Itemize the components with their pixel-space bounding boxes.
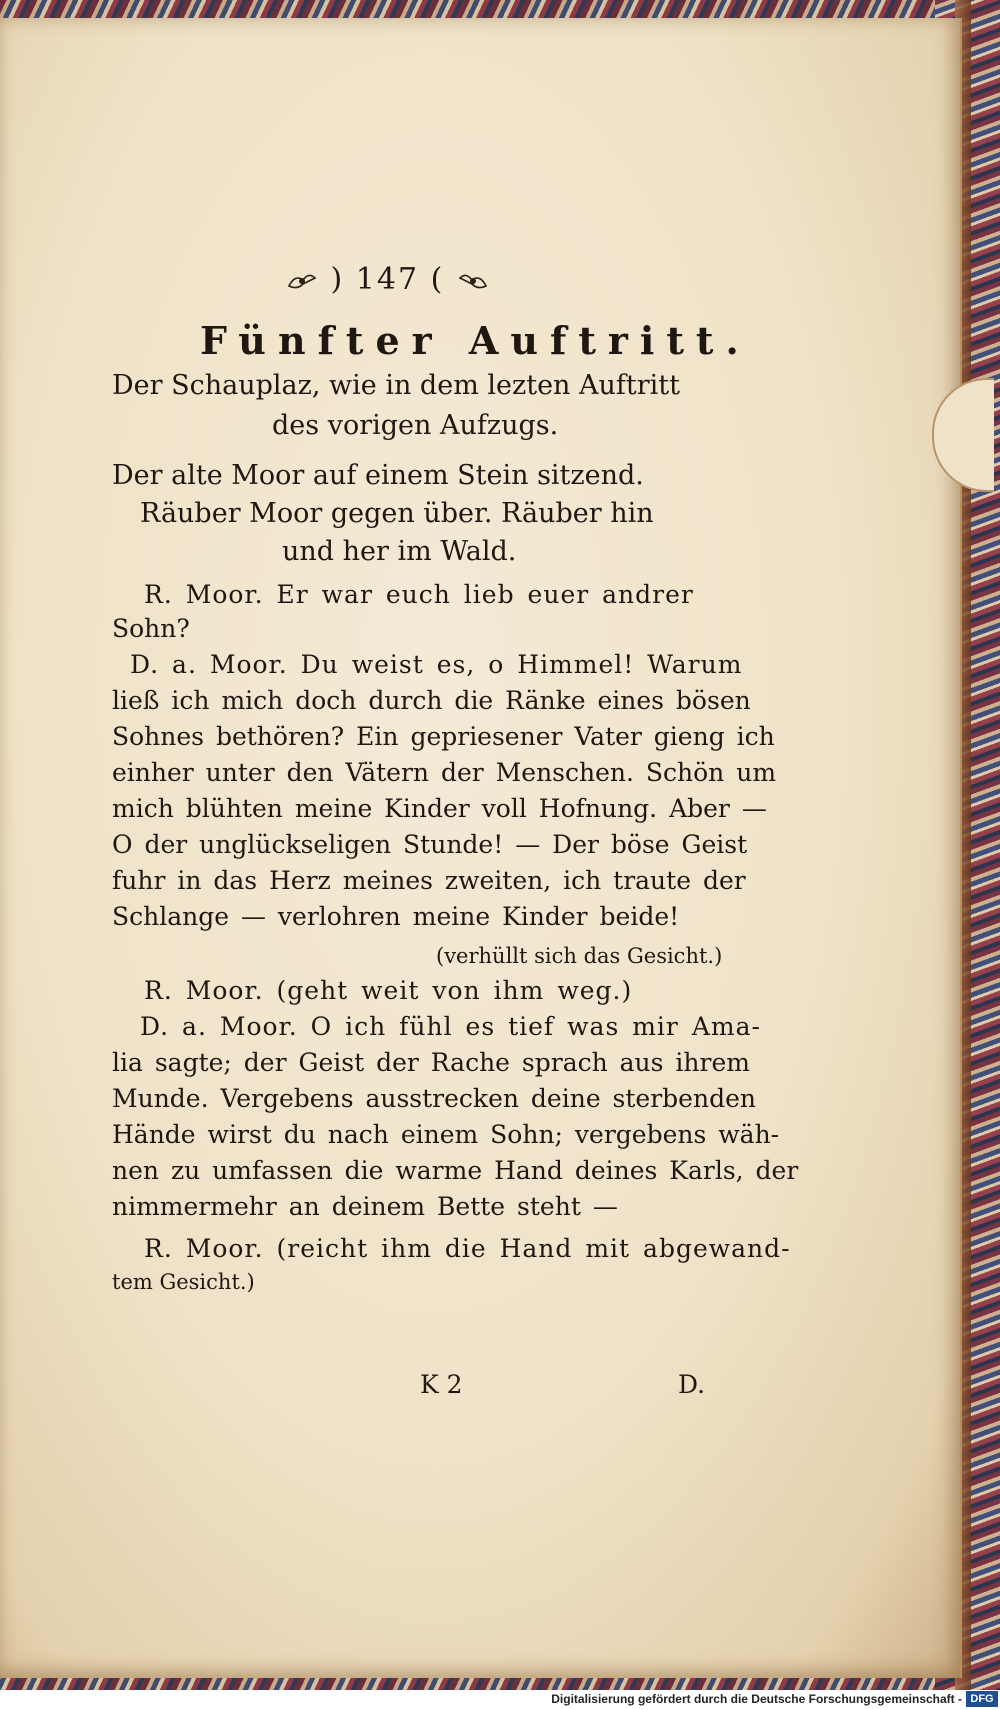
flower-ornament-icon bbox=[285, 270, 319, 292]
setting-line: Der Schauplaz, wie in dem lezten Auftritt bbox=[112, 370, 680, 401]
dfg-logo: DFG bbox=[966, 1691, 998, 1707]
text-line: R. Moor. (reicht ihm die Hand mit abgewand- bbox=[144, 1234, 791, 1263]
text-line: lia sagte; der Geist der Rache sprach aus ihrem bbox=[112, 1048, 750, 1077]
page-header bbox=[285, 262, 490, 297]
text-line: Sohn? bbox=[112, 614, 190, 643]
stage-direction-line: Der alte Moor auf einem Stein sitzend. bbox=[112, 460, 644, 491]
setting-line: des vorigen Aufzugs. bbox=[272, 410, 559, 441]
text-line: einher unter den Vätern der Menschen. Schön um bbox=[112, 758, 777, 787]
text-line: D. a. Moor. O ich fühl es tief was mir Ama- bbox=[140, 1012, 761, 1041]
text-line: fuhr in das Herz meines zweiten, ich traute der bbox=[112, 866, 746, 895]
text-line: mich blühten meine Kinder voll Hofnung. Aber — bbox=[112, 794, 767, 823]
text-line: Munde. Vergebens ausstrecken deine sterbenden bbox=[112, 1084, 756, 1113]
text-line: Hände wirst du nach einem Sohn; vergebens wäh- bbox=[112, 1120, 780, 1149]
credit-text: Digitalisierung gefördert durch die Deutsche Forschungsgemeinschaft - bbox=[551, 1692, 962, 1706]
stage-direction: (verhüllt sich das Gesicht.) bbox=[436, 944, 723, 968]
text-line: Schlange — verlohren meine Kinder beide! bbox=[112, 902, 680, 931]
book-page bbox=[0, 18, 962, 1678]
text-line: D. a. Moor. Du weist es, o Himmel! Warum bbox=[130, 650, 743, 679]
page-number: ) 147 ( bbox=[330, 262, 445, 297]
stage-direction: tem Gesicht.) bbox=[112, 1270, 255, 1294]
flower-ornament-icon bbox=[456, 270, 490, 292]
text-line: O der unglückseligen Stunde! — Der böse Geist bbox=[112, 830, 748, 859]
catchword: D. bbox=[678, 1370, 706, 1399]
stage-direction-line: Räuber Moor gegen über. Räuber hin bbox=[140, 498, 654, 529]
stage-direction-line: und her im Wald. bbox=[282, 536, 517, 567]
text-line: R. Moor. Er war euch lieb euer andrer bbox=[144, 580, 694, 609]
text-line: nen zu umfassen die warme Hand deines Karls, der bbox=[112, 1156, 799, 1185]
scene-title: Fünfter Auftritt. bbox=[200, 318, 751, 363]
text-line: R. Moor. (geht weit von ihm weg.) bbox=[144, 976, 633, 1005]
text-line: ließ ich mich doch durch die Ränke eines bösen bbox=[112, 686, 751, 715]
text-line: nimmermehr an deinem Bette steht — bbox=[112, 1192, 618, 1221]
thumb-tab bbox=[932, 378, 994, 492]
signature-mark: K 2 bbox=[420, 1370, 463, 1399]
text-line: Sohnes bethören? Ein gepriesener Vater gieng ich bbox=[112, 722, 775, 751]
